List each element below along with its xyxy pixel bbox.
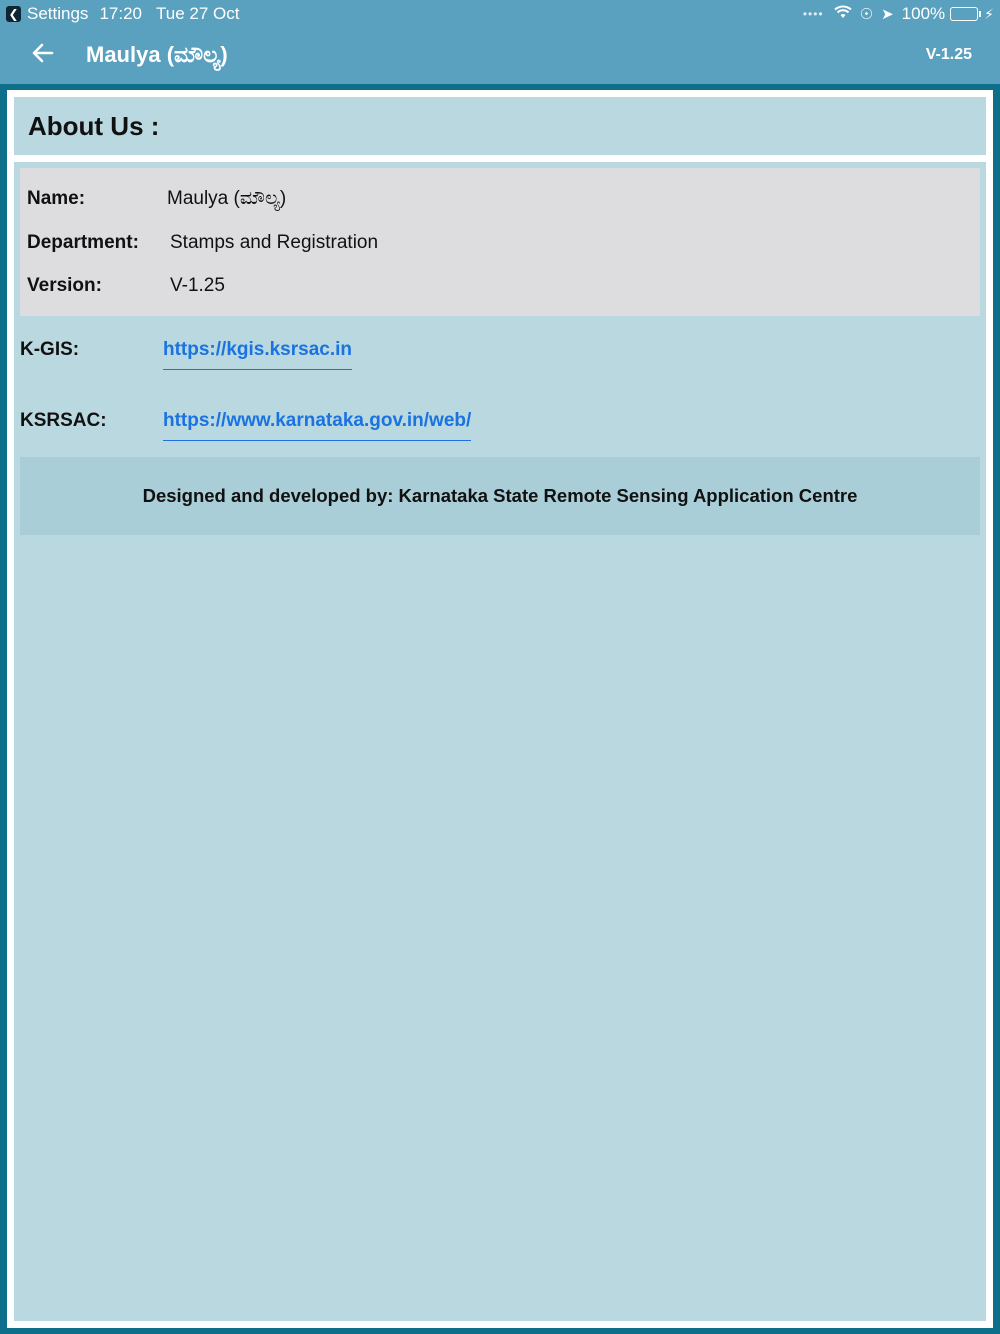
ksrsac-link[interactable]: https://www.karnataka.gov.in/web/ <box>163 410 471 441</box>
status-date: Tue 27 Oct <box>155 4 240 23</box>
nav-version: V-1.25 <box>925 46 972 63</box>
status-time: 17:20 <box>99 4 142 23</box>
location-arrow-icon: ➤ <box>881 6 894 23</box>
version-label: Version: <box>27 275 102 296</box>
kgis-link[interactable]: https://kgis.ksrsac.in <box>163 339 352 370</box>
cellular-signal-icon: •••• <box>802 7 824 21</box>
kgis-label: K-GIS: <box>20 339 80 360</box>
developer-credit <box>20 457 980 535</box>
content-frame <box>7 90 993 1328</box>
developer-credit-text: Designed and developed by: Karnataka State Remote Sensing Application Centre <box>142 485 858 506</box>
about-panel[interactable] <box>14 162 986 1321</box>
department-value: Stamps and Registration <box>170 232 379 253</box>
nav-bar <box>0 28 1000 84</box>
wifi-icon <box>834 5 852 23</box>
rotation-lock-icon: ☉ <box>859 6 874 23</box>
back-to-app-icon[interactable]: ❮ <box>6 6 21 22</box>
page-title: About Us : <box>28 111 160 141</box>
battery-tip <box>979 11 981 17</box>
status-bar <box>0 0 1000 28</box>
back-arrow-icon[interactable] <box>30 40 60 70</box>
name-label: Name: <box>27 188 86 209</box>
ksrsac-label: KSRSAC: <box>20 410 107 431</box>
status-bar-right <box>803 4 994 24</box>
department-label: Department: <box>27 232 139 253</box>
status-bar-left <box>6 4 239 24</box>
info-card <box>20 168 980 316</box>
battery-percent: 100% <box>901 4 946 23</box>
nav-title: Maulya (ಮೌಲ್ಯ) <box>86 42 228 67</box>
battery-icon <box>950 7 978 21</box>
page-header <box>14 97 986 155</box>
name-value: Maulya (ಮೌಲ್ಯ) <box>167 188 287 209</box>
version-value: V-1.25 <box>170 275 225 296</box>
charging-bolt-icon: ⚡ <box>984 5 994 22</box>
back-to-app-label[interactable]: Settings <box>27 4 89 23</box>
